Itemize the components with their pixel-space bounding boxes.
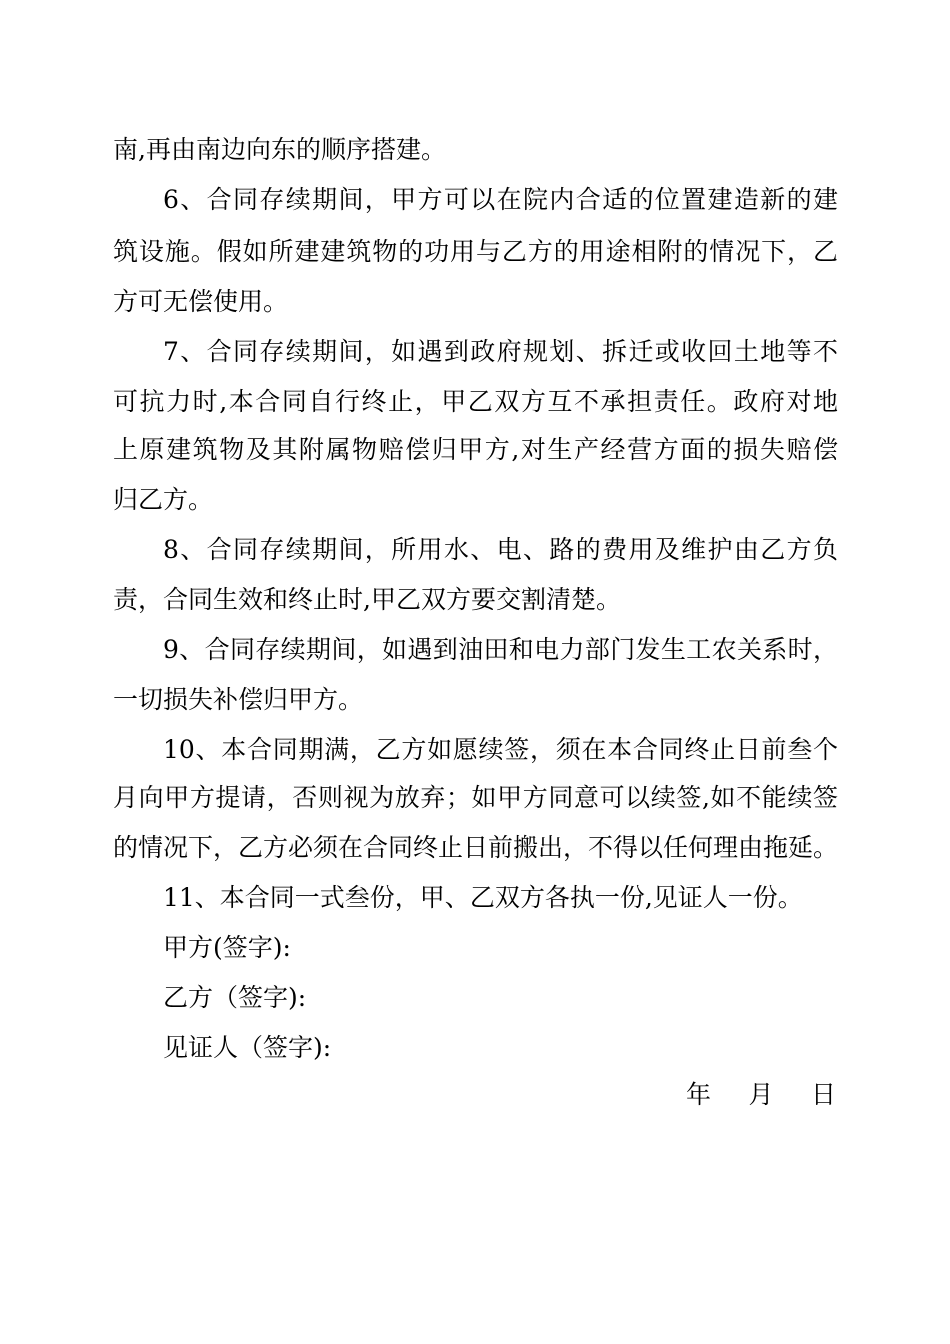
clause-6-line-1: 6、合同存续期间，甲方可以在院内合适的位置建造新的建	[163, 185, 838, 214]
signing-date	[686, 1078, 836, 1112]
clause-7-line-1: 7、合同存续期间，如遇到政府规划、拆迁或收回土地等不	[163, 337, 838, 366]
party-b-signature-label: 乙方（签字):	[163, 983, 307, 1012]
clause-7-line-4: 归乙方。	[113, 485, 214, 514]
clause-6-line-3: 方可无偿使用。	[113, 287, 289, 316]
date-month-label: 月	[748, 1080, 774, 1109]
clause-6-line-2: 筑设施。假如所建建筑物的功用与乙方的用途相附的情况下，乙	[113, 237, 838, 266]
clause-5-tail: 南,再由南边向东的顺序搭建。	[113, 135, 446, 164]
witness-signature-label: 见证人（签字):	[163, 1033, 332, 1062]
date-year-label: 年	[686, 1080, 712, 1109]
clause-8-line-2: 责，合同生效和终止时,甲乙双方要交割清楚。	[113, 585, 621, 614]
clause-7-line-2: 可抗力时,本合同自行终止，甲乙双方互不承担责任。政府对地	[113, 387, 838, 416]
date-day-label: 日	[810, 1080, 836, 1109]
clause-10-line-1: 10、本合同期满，乙方如愿续签，须在本合同终止日前叁个	[163, 735, 838, 764]
clause-8-line-1: 8、合同存续期间，所用水、电、路的费用及维护由乙方负	[163, 535, 838, 564]
clause-11-line-1: 11、本合同一式叁份，甲、乙双方各执一份,见证人一份。	[163, 883, 803, 912]
clause-10-line-3: 的情况下，乙方必须在合同终止日前搬出，不得以任何理由拖延。	[113, 833, 839, 862]
clause-7-line-3: 上原建筑物及其附属物赔偿归甲方,对生产经营方面的损失赔偿	[113, 435, 838, 464]
party-a-signature-label: 甲方(签字):	[163, 933, 291, 962]
clause-9-line-1: 9、合同存续期间，如遇到油田和电力部门发生工农关系时，	[163, 635, 838, 664]
clause-10-line-2: 月向甲方提请，否则视为放弃；如甲方同意可以续签,如不能续签	[113, 783, 838, 812]
clause-9-line-2: 一切损失补偿归甲方。	[113, 685, 364, 714]
